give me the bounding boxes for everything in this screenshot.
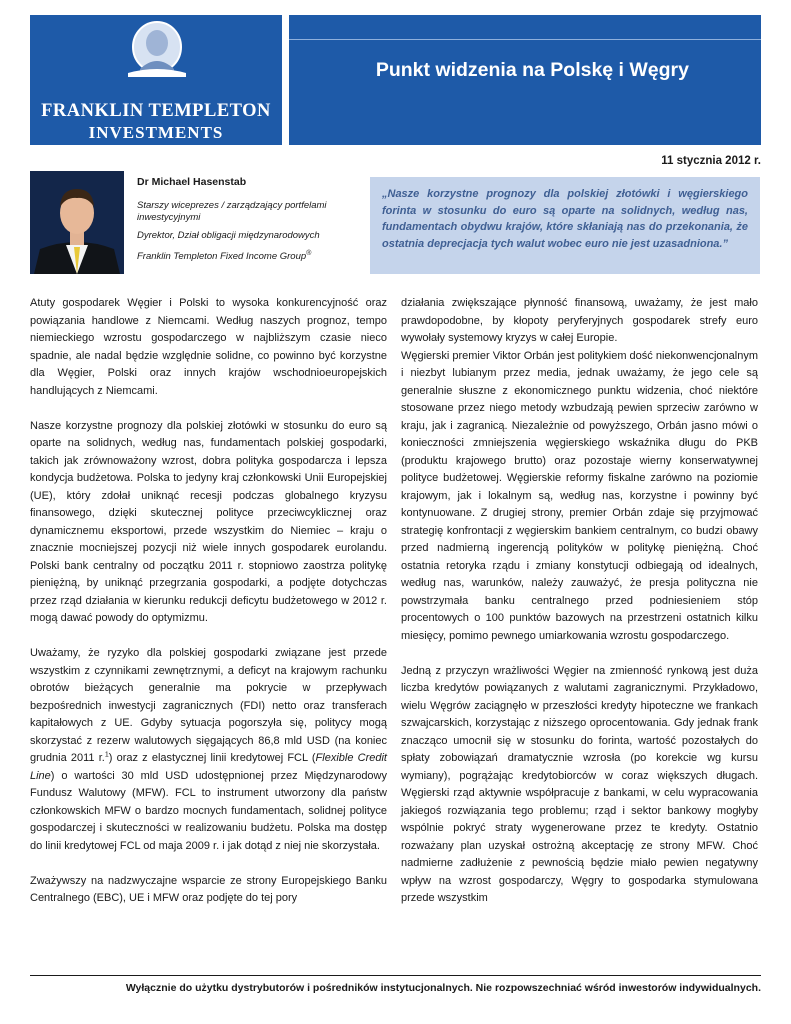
paragraph-text: ) o wartości 30 mld USD udostępnionej przez Międzynarodowy Fundusz Walutowy (MFW). FCL to instrument utworzony dla państw członkowskich MFW o bardzo mocnych fundamentach, solidnej polityce gospodarczej i skuteczności w realizowaniu budżetu. Polska ma dostęp do linii kredytowej FCL od maja 2009 r. i jak dotąd z niej nie skorzystała. [30, 769, 387, 852]
logo-text-investments: INVESTMENTS [88, 123, 224, 142]
company-logo [30, 15, 282, 145]
pull-quote [370, 177, 760, 274]
author-group-text: Franklin Templeton Fixed Income Group [137, 251, 307, 263]
paragraph: Atuty gospodarek Węgier i Polski to wysoka konkurencyjność oraz powiązania handlowe z Niemcami. Według naszych prognoz, tempo niemieckiego wzrostu gospodarczego w najbliższym czasie nieco spadnie, ale nadal będzie względnie solidne, co powinno być korzystne dla Węgier, Polski oraz innych krajów wschodnioeuropejskich handlujących z Niemcami. [30, 297, 387, 397]
author-photo [30, 171, 124, 274]
paragraph: działania zwiększające płynność finansową, uważamy, że jest mało prawdopodobne, by kłopoty peryferyjnych gospodarek strefy euro wywołały systemowy kryzys w całej Europie. [401, 297, 758, 344]
emphasis-text: Flexible Credit Line [30, 752, 387, 782]
right-column [401, 295, 758, 908]
author-info [137, 176, 362, 269]
author-group [137, 248, 362, 263]
title-banner [289, 15, 761, 145]
paragraph: Zważywszy na nadzwyczajne wsparcie ze strony Europejskiego Banku Centralnego (EBC), UE i MFW oraz podjęte do tej pory [30, 874, 387, 904]
paragraph: Nasze korzystne prognozy dla polskiej złotówki w stosunku do euro są oparte na solidnych, według nas, fundamentach polskiej gospodarki, takich jak zrównoważony wzrost, dobra polityka gospodarcza i lepsza kondycja budżetowa. Polska to jedyny kraj członkowski Unii Europejskiej (UE), który zdołał uniknąć recesji podczas globalnego kryzysu finansowego, dzięki skutecznej polityce przeciwcyklicznej oraz dynamicznemu eksportowi, przede wszystkim do Niemiec – kraju o znacznie mocniejszej pozycji niż wiele innych gospodarek eurolandu. Polski bank centralny od początku 2011 r. stopniowo zaostrza politykę pieniężną, by uniknąć przegrzania gospodarki, a podjęte dotychczas przez rząd działania w kierunku redukcji deficytu budżetowego w 2012 r. mogą dawać powody do optymizmu. [30, 419, 387, 624]
author-name: Dr Michael Hasenstab [137, 176, 247, 188]
paragraph: Węgierski premier Viktor Orbán jest politykiem dość niekonwencjonalnym i niezbyt lubianym przez media, jednak uważamy, że jego cele są generalnie słuszne z ekonomicznego punktu widzenia, choć niektóre stosowane przez niego metody wzbudzają pewien sprzeciw zarówno w kraju, jak i zagranicą. Niezależnie od powyższego, Orbán jasno mówi o konieczności zmniejszenia węgierskiego wskaźnika długu do PKB (produktu krajowego brutto) oraz pozostaje wierny konserwatywnej polityce budżetowej. Węgierskie reformy fiskalne zarówno na poziomie krajowym, jak i lokalnym są, według nas, korzystne i powinny być kontynuowane. Z drugiej strony, premier Orbán zdaje się przyjmować strategię konfrontacji z węgierskim bankiem centralnym, co budzi obawy przed nadmierną ingerencją polityków w politykę pieniężną. Choć ostatnia retoryka rządu i zmiany konstytucji odbiegają od idealnych, według nas, warunków, należy zauważyć, że presja polityczna nie powstrzymała banku centralnego przed podniesieniem stóp procentowych o 100 punktów bazowych na przestrzeni ostatnich kilku miesięcy, pomimo pewnego umiarkowania wzrostu gospodarczego. [401, 349, 758, 642]
footer-divider [30, 975, 761, 976]
footnote-reference[interactable]: 1 [104, 751, 109, 759]
left-column [30, 295, 387, 908]
paragraph [30, 645, 387, 855]
publication-date: 11 stycznia 2012 r. [661, 155, 761, 167]
banner-divider [289, 39, 761, 40]
paragraph: Jedną z przyczyn wrażliwości Węgier na zmienność rynkową jest duża liczba kredytów powiązanych z walutami zagranicznymi. Przykładowo, wielu Węgrów zaciągnęło w przeszłości kredyty hipoteczne we frankach szwajcarskich, korzystając z niższego oprocentowania. Gdy jednak frank znacząco umocnił się w stosunku do forinta, wartość pozostałych do spłaty zobowiązań dramatycznie wzrosła (po korekcie wg kursu wymiany), pogrążając kredytobiorców w coraz większych długach. Węgierski rząd aktywnie współpracuje z bankami, w celu wypracowania jakiegoś rozwiązania tego problemu; rząd i sektor bankowy mogłyby wspólnie pokryć straty wygenerowane przez te kredyty. Ostatnio rozważany plan uzyskał ostrożną akceptację ze strony MFW. Choć nadmierne zadłużenie z pewnością będzie miało pewien negatywny wpływ na wzrost gospodarczy, Węgry to gospodarka stymulowana przede wszystkim [401, 664, 758, 904]
author-role: Starszy wiceprezes / zarządzający portfelami inwestycyjnymi [137, 200, 327, 223]
paragraph-text: ) oraz z elastycznej linii kredytowej FCL ( [108, 752, 316, 764]
page-title: Punkt widzenia na Polskę i Węgry [375, 59, 689, 81]
logo-text-franklin-templeton: FRANKLIN TEMPLETON [41, 101, 271, 121]
author-department: Dyrektor, Dział obligacji międzynarodowych [137, 230, 320, 241]
pull-quote-text: „Nasze korzystne prognozy dla polskiej złotówki i węgierskiego forinta w stosunku do euro są oparte na solidnych, według nas, fundamentach obydwu krajów, które skłaniają nas do przekonania, że ostatnia deprecjacja tych walut wobec euro nie jest uzasadniona.” [382, 188, 748, 250]
paragraph-text: Uważamy, że ryzyko dla polskiej gospodarki związane jest przede wszystkim z czynnikami zewnętrznymi, a deficyt na krajowym rachunku obrotów bieżących generalnie ma pokrycie w przepływach bezpośrednich inwestycji zagranicznych (FDI) netto oraz transferach kapitałowych z UE. Gdyby sytuacja pogorszyła się, politycy mogą skorzystać z rezerw walutowych sięgających 86,8 mld USD (na koniec grudnia 2011 r. [30, 647, 387, 764]
franklin-portrait-emblem [126, 21, 188, 79]
footer-disclaimer: Wyłącznie do użytku dystrybutorów i pośredników instytucjonalnych. Nie rozpowszechniać wśród inwestorów indywidualnych. [125, 982, 761, 994]
registered-mark: ® [306, 250, 312, 257]
author-portrait-illustration [30, 171, 124, 274]
